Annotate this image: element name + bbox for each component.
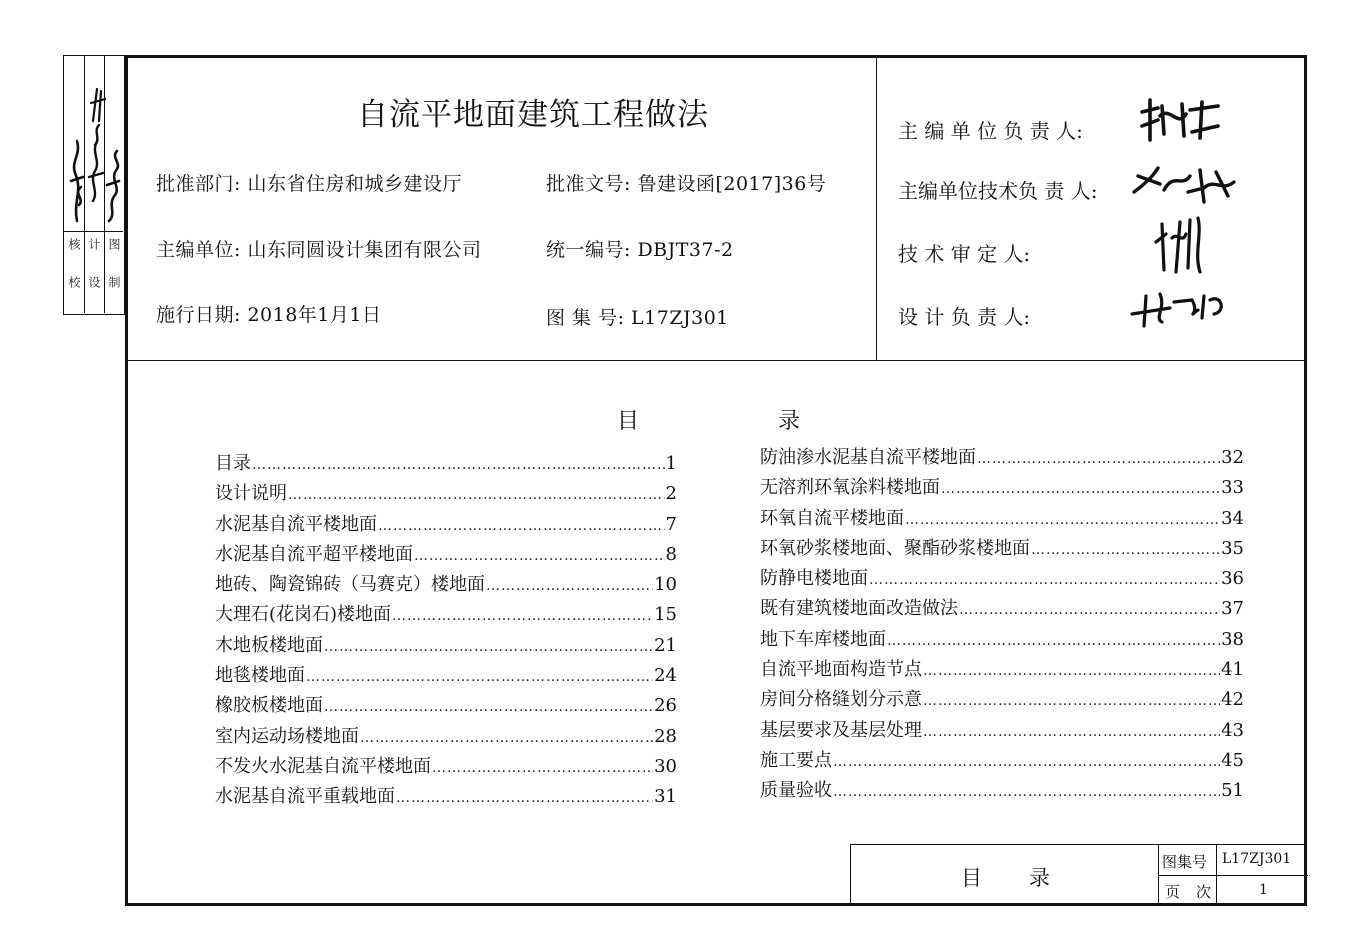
page-label-char-2: 次 [1196, 883, 1212, 901]
toc-leader [959, 602, 1220, 618]
toc-item[interactable] [215, 540, 677, 570]
toc-item-page: 42 [1221, 689, 1244, 711]
toc-item-page: 2 [665, 483, 677, 505]
document-title: 自流平地面建筑工程做法 [357, 97, 709, 133]
toc-heading-left: 目 [617, 409, 640, 434]
toc-item-title: 自流平地面构造节点 [760, 659, 922, 681]
toc-item-page: 10 [654, 574, 677, 596]
responsible-design: 设 计 负 责 人: [898, 305, 1031, 329]
toc-item-title: 地毯楼地面 [215, 665, 305, 687]
toc-item-page: 30 [654, 755, 677, 777]
toc-leader [288, 487, 665, 503]
strip-signatures [65, 81, 123, 231]
toc-item[interactable] [760, 655, 1244, 685]
toc-item-title: 橡胶板楼地面 [215, 695, 323, 717]
toc-item-title: 木地板楼地面 [215, 634, 323, 656]
responsible-tech: 主编单位技术负 责 人: [898, 179, 1098, 203]
toc-leader [833, 754, 1220, 770]
toc-item[interactable] [760, 564, 1244, 594]
toc-heading-right: 录 [778, 409, 801, 434]
toc-item[interactable] [215, 479, 677, 509]
toc-item-page: 36 [1221, 568, 1244, 590]
toc-item[interactable] [760, 625, 1244, 655]
header-column-divider [876, 57, 877, 361]
toc-item-page: 34 [1221, 507, 1244, 529]
toc-item-page: 8 [665, 543, 677, 565]
toc-item[interactable] [215, 782, 677, 812]
effective-date: 施行日期: 2018年1月1日 [156, 304, 382, 326]
toc-item-page: 31 [654, 786, 677, 808]
review-strip [63, 55, 125, 315]
toc-item-title: 室内运动场楼地面 [215, 725, 359, 747]
toc-item-page: 28 [654, 725, 677, 747]
strip-divider [64, 231, 123, 232]
responsible-chief-unit: 主 编 单 位 负 责 人: [898, 119, 1083, 143]
strip-label-calc: 计 [87, 238, 101, 252]
toc-leader [941, 481, 1220, 497]
toc-item-page: 38 [1221, 628, 1244, 650]
approval-dept: 批准部门: 山东省住房和城乡建设厅 [156, 173, 462, 195]
page-label-char-1: 页 [1165, 883, 1181, 901]
atlas-value: L17ZJ301 [1222, 851, 1292, 867]
toc-item-page: 26 [654, 695, 677, 717]
toc-item[interactable] [215, 722, 677, 752]
toc-item[interactable] [215, 631, 677, 661]
toc-item[interactable] [760, 685, 1244, 715]
toc-item[interactable] [760, 504, 1244, 534]
toc-item[interactable] [760, 746, 1244, 776]
toc-leader [378, 518, 665, 534]
toc-item-page: 15 [654, 604, 677, 626]
toc-item-page: 1 [665, 453, 677, 474]
toc-item-page: 7 [665, 513, 677, 535]
toc-leader [306, 669, 653, 685]
toc-item-page: 24 [654, 665, 677, 687]
toc-leader [392, 608, 653, 624]
signature-review [1150, 214, 1210, 274]
toc-leader [252, 457, 665, 473]
toc-leader [833, 784, 1220, 800]
toc-leader [887, 633, 1220, 649]
toc-item-title: 水泥基自流平楼地面 [215, 513, 377, 535]
unified-no: 统一编号: DBJT37-2 [546, 239, 734, 261]
signature-design [1130, 288, 1230, 328]
toc-item[interactable] [215, 449, 677, 479]
toc-item[interactable] [215, 661, 677, 691]
page-value: 1 [1259, 882, 1268, 898]
toc-item[interactable] [760, 716, 1244, 746]
toc-leader [432, 760, 653, 776]
toc-item-title: 施工要点 [760, 749, 832, 771]
toc-item[interactable] [215, 752, 677, 782]
strip-label-drawing: 图 [107, 238, 121, 252]
toc-item-title: 无溶剂环氧涂料楼地面 [760, 477, 940, 499]
toc-item[interactable] [760, 443, 1244, 473]
chief-unit: 主编单位: 山东同圆设计集团有限公司 [156, 239, 482, 261]
toc-item-title: 设计说明 [215, 483, 287, 505]
toc-item[interactable] [760, 534, 1244, 564]
toc-item-page: 41 [1221, 659, 1244, 681]
toc-item-page: 37 [1221, 598, 1244, 620]
toc-item-title: 地下车库楼地面 [760, 628, 886, 650]
toc-item[interactable] [215, 600, 677, 630]
sheet-name-char-2: 录 [1029, 866, 1050, 890]
toc-item-title: 目录 [215, 453, 251, 474]
responsible-review: 技 术 审 定 人: [898, 242, 1031, 266]
toc-item-title: 既有建筑楼地面改造做法 [760, 598, 958, 620]
toc-leader [1031, 542, 1220, 558]
toc-leader [923, 724, 1220, 740]
toc-item-title: 大理石(花岗石)楼地面 [215, 604, 392, 626]
toc-item[interactable] [215, 691, 677, 721]
strip-label-design: 设 [87, 276, 101, 290]
toc-item[interactable] [760, 473, 1244, 503]
title-block-divider [1158, 875, 1308, 876]
toc-item[interactable] [760, 776, 1244, 806]
toc-item[interactable] [215, 510, 677, 540]
header-divider [127, 360, 1307, 361]
toc-item-title: 房间分格缝划分示意 [760, 689, 922, 711]
toc-item-title: 基层要求及基层处理 [760, 719, 922, 741]
toc-leader [869, 572, 1220, 588]
toc-item-title: 防静电楼地面 [760, 568, 868, 590]
toc-item-title: 水泥基自流平超平楼地面 [215, 543, 413, 565]
toc-right-column [760, 443, 1244, 807]
toc-item-page: 32 [1221, 447, 1244, 468]
strip-label-make: 制 [107, 276, 121, 290]
toc-item-page: 45 [1221, 749, 1244, 771]
toc-item-title: 环氧自流平楼地面 [760, 507, 904, 529]
toc-item-page: 21 [654, 634, 677, 656]
toc-item-title: 环氧砂浆楼地面、聚酯砂浆楼地面 [760, 537, 1030, 559]
toc-leader [360, 730, 653, 746]
toc-leader [486, 578, 653, 594]
toc-left-column [215, 449, 677, 813]
atlas-no: 图 集 号: L17ZJ301 [546, 307, 729, 329]
toc-leader [396, 790, 653, 806]
toc-leader [977, 451, 1220, 467]
toc-item-page: 51 [1221, 780, 1244, 802]
toc-item-title: 地砖、陶瓷锦砖（马赛克）楼地面 [215, 574, 485, 596]
signature-chief-unit [1138, 98, 1226, 143]
toc-item-page: 35 [1221, 537, 1244, 559]
toc-item[interactable] [215, 570, 677, 600]
toc-item-page: 43 [1221, 719, 1244, 741]
atlas-label: 图集号 [1162, 853, 1208, 871]
toc-leader [324, 699, 653, 715]
strip-label-review: 核 [67, 238, 81, 252]
toc-leader [923, 663, 1220, 679]
toc-item-page: 33 [1221, 477, 1244, 499]
toc-item-title: 水泥基自流平重载地面 [215, 786, 395, 808]
approval-doc-no: 批准文号: 鲁建设函[2017]36号 [546, 173, 827, 195]
toc-leader [905, 512, 1220, 528]
toc-leader [324, 639, 653, 655]
toc-leader [414, 548, 665, 564]
title-block [850, 844, 1307, 906]
sheet-name-char-1: 目 [961, 866, 982, 890]
toc-leader [923, 693, 1220, 709]
strip-label-check: 校 [67, 276, 81, 290]
toc-item-title: 不发火水泥基自流平楼地面 [215, 755, 431, 777]
toc-item-title: 质量验收 [760, 780, 832, 802]
toc-item-title: 防油渗水泥基自流平楼地面 [760, 447, 976, 468]
signature-tech [1130, 162, 1240, 207]
toc-item[interactable] [760, 594, 1244, 624]
